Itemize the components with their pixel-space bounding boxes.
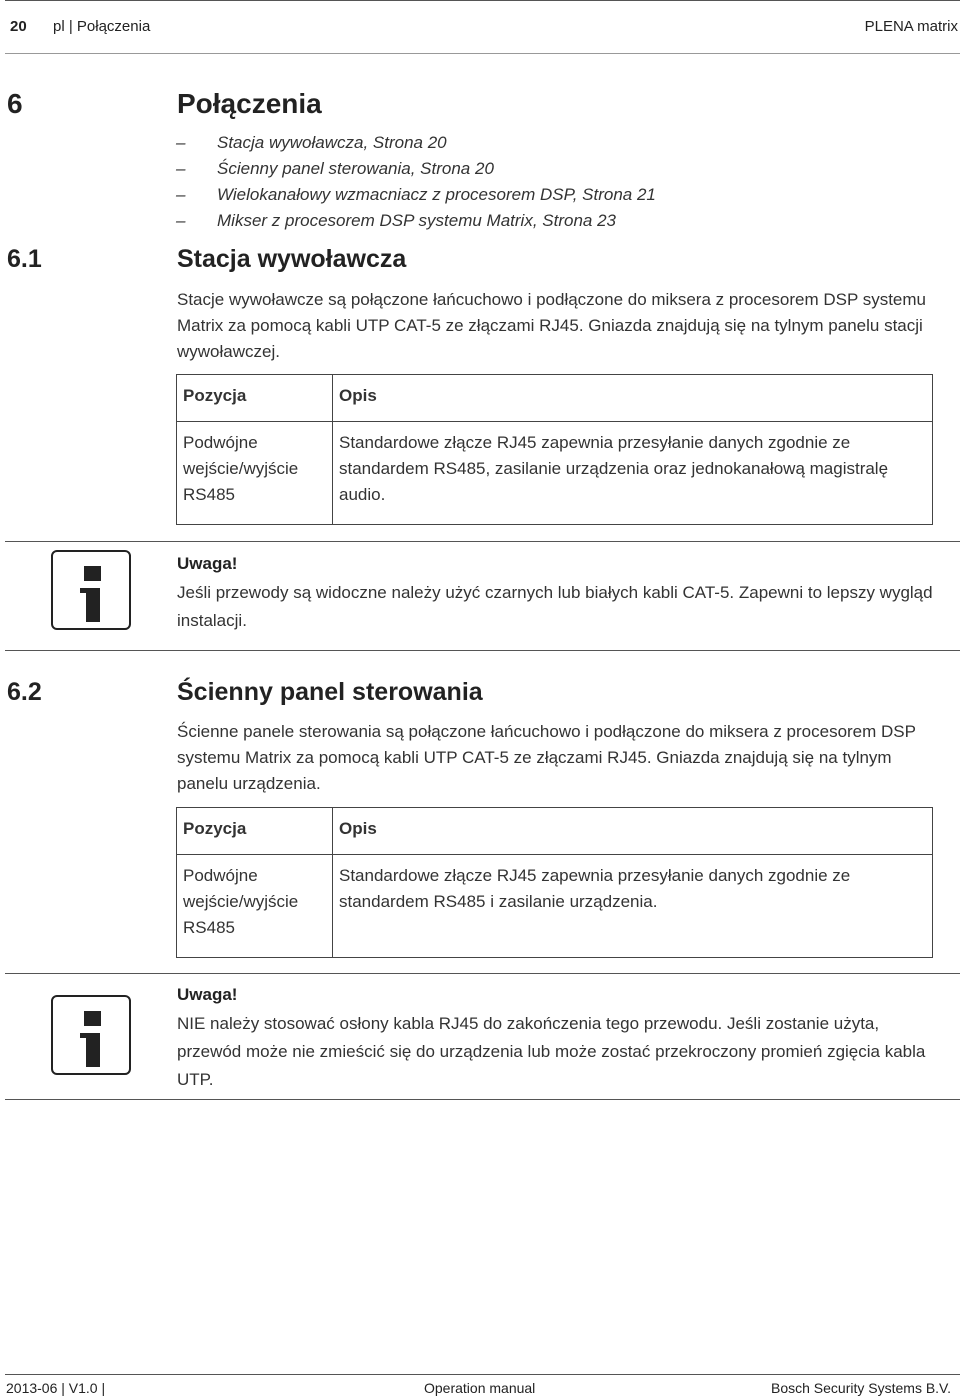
note-bottom-rule [5, 650, 960, 651]
page-number: 20 [10, 18, 27, 35]
header-top-rule [5, 0, 960, 1]
table-cell-description: Standardowe złącze RJ45 zapewnia przesyłanie danych zgodnie ze standardem RS485, zasilanie urządzenia oraz jednokanałową magistralę audio. [333, 422, 933, 525]
toc-text: Stacja wywoławcza, Strona 20 [217, 133, 447, 152]
toc-dash: – [176, 185, 186, 204]
chapter-number: 6 [7, 88, 23, 119]
toc-dash: – [176, 211, 186, 230]
note-title: Uwaga! [177, 554, 238, 573]
info-icon [51, 550, 131, 630]
section-paragraph: Ścienne panele sterowania są połączone łańcuchowo i podłączone do miksera z procesorem DSP systemu Matrix za pomocą kabli UTP CAT-5 ze złączami RJ45. Gniazda znajdują się na tylnym panelu urządzenia. [177, 722, 916, 793]
toc-dash: – [176, 159, 186, 178]
connector-table [176, 374, 933, 525]
table-cell-position: Podwójne wejście/wyjście RS485 [177, 855, 333, 958]
header-product: PLENA matrix [864, 18, 958, 35]
table-row [177, 422, 933, 525]
toc-text: Mikser z procesorem DSP systemu Matrix, Strona 23 [217, 211, 616, 230]
footer-rule [5, 1374, 960, 1375]
section-title: Ścienny panel sterowania [177, 678, 483, 706]
table-row [177, 855, 933, 958]
table-header-position: Pozycja [177, 808, 333, 855]
section-number: 6.1 [7, 245, 42, 273]
info-icon [51, 995, 131, 1075]
header-bottom-rule [5, 53, 960, 54]
toc-text: Ścienny panel sterowania, Strona 20 [217, 159, 494, 178]
note-bottom-rule [5, 1099, 960, 1100]
note-text: Jeśli przewody są widoczne należy użyć czarnych lub białych kabli CAT-5. Zapewni to lepszy wygląd instalacji. [177, 583, 933, 630]
toc-text: Wielokanałowy wzmacniacz z procesorem DSP, Strona 21 [217, 185, 656, 204]
chapter-title: Połączenia [177, 88, 322, 119]
table-cell-description: Standardowe złącze RJ45 zapewnia przesyłanie danych zgodnie ze standardem RS485 i zasilanie urządzenia. [333, 855, 933, 958]
section-title: Stacja wywoławcza [177, 245, 407, 273]
footer-company: Bosch Security Systems B.V. [771, 1380, 951, 1396]
table-header-position: Pozycja [177, 375, 333, 422]
note-text: NIE należy stosować osłony kabla RJ45 do zakończenia tego przewodu. Jeśli zostanie użyta, przewód może nie zmieścić się do urządzenia lub może zostać przekroczony promień zgięcia kabla UTP. [177, 1014, 926, 1089]
table-header-description: Opis [333, 375, 933, 422]
table-header-description: Opis [333, 808, 933, 855]
footer-doc-type: Operation manual [424, 1380, 536, 1396]
connector-table [176, 807, 933, 958]
note-title: Uwaga! [177, 985, 238, 1004]
note-top-rule [5, 973, 960, 974]
toc-dash: – [176, 133, 186, 152]
note-top-rule [5, 541, 960, 542]
footer-version: 2013-06 | V1.0 | [6, 1380, 106, 1396]
section-paragraph: Stacje wywoławcze są połączone łańcuchowo i podłączone do miksera z procesorem DSP systemu Matrix za pomocą kabli UTP CAT-5 ze złączami RJ45. Gniazda znajdują się na tylnym panelu stacji wywoławczej. [177, 290, 926, 361]
header-section: pl | Połączenia [53, 18, 151, 35]
section-number: 6.2 [7, 678, 42, 706]
table-cell-position: Podwójne wejście/wyjście RS485 [177, 422, 333, 525]
